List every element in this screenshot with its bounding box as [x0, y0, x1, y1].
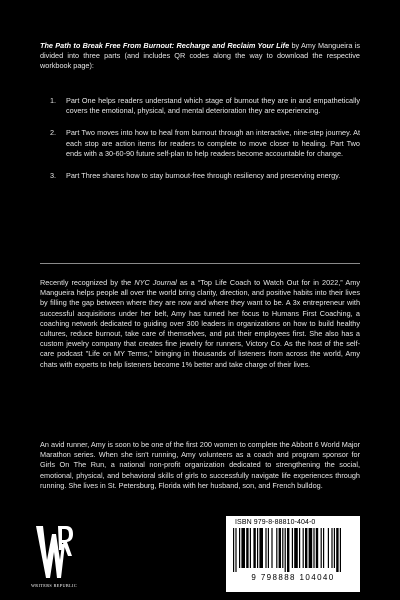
barcode-bar	[285, 528, 286, 572]
barcode-bar	[257, 528, 258, 568]
list-item-number: 1.	[50, 96, 57, 105]
magazine-name: NYC Journal	[134, 278, 177, 287]
barcode-bar	[321, 528, 322, 568]
barcode-bar	[305, 528, 307, 568]
barcode-bar	[287, 528, 289, 572]
barcode-bar	[292, 528, 293, 568]
barcode-bar	[316, 528, 318, 568]
barcode-bar	[309, 528, 313, 568]
barcode-bar	[276, 528, 277, 568]
publisher-logo	[34, 520, 74, 592]
intro-paragraph	[40, 41, 360, 72]
bio-paragraph-2: An avid runner, Amy is soon to be one of the first 200 women to complete the Abbott 6 World Major Marathon series. When she isn't running, Amy volunteers as a coach and program sponsor for Girls On The Run, a national non-profit organization dedicated to strengthening the social, emotional, physical, and behavioral skills of girls to successfully navigate life experiences through running. She lives in St. Petersburg, Florida with her husband, son, and French bulldog.	[40, 440, 360, 490]
barcode-bar	[250, 528, 251, 568]
barcode-bar	[241, 528, 245, 568]
barcode-bar	[336, 528, 338, 572]
barcode-bar	[299, 528, 300, 568]
publisher-name: WRITERS REPUBLIC	[30, 583, 78, 588]
barcode-bar	[282, 528, 283, 568]
barcode-bar	[328, 528, 329, 568]
list-item-text: Part One helps readers understand which stage of burnout they are in and empathetically covers the emotional, physical, and mental deterioration they are experiencing.	[66, 96, 360, 116]
logo-letters: WR	[34, 520, 36, 521]
barcode-bar	[253, 528, 255, 568]
list-item-text: Part Three shares how to stay burnout-free through resiliency and preserving energy.	[66, 171, 341, 181]
bio-paragraph-1	[40, 278, 360, 370]
barcode-bar	[313, 528, 314, 568]
barcode-digits: 9 798888 104040	[251, 573, 335, 582]
bio-text: as a “Top Life Coach to Watch Out for in 2022,” Amy Mangueira helps people all over the world bring clarity, direction, and positive habits into their lives by filling the gap between where they are now and where they want to be. A 3x entrepreneur with successful acquisitions under her belt, Amy has turned her focus to Humans First Coaching, a coaching network dedicated to guiding over 300 leaders in organizations on how to build healthy cultures, reduce burnout, take care of themselves, and put their employees first. She also has a custom jewelry company that creates fine jewelry for runners, Victory Co. As the host of the self-care podcast "Life on MY Terms," bringing in thousands of listeners from across the world, Amy chats with experts to help listeners become 1% better and take charge of their lives.	[40, 278, 360, 369]
intro-text: by Amy Mangueira is divided into three parts (and includes QR codes along the way to download the respective workbook page):	[40, 41, 360, 71]
barcode-bar	[334, 528, 335, 568]
isbn-barcode	[226, 516, 360, 592]
logo-r-shape	[58, 526, 73, 556]
barcode-bar	[233, 528, 234, 572]
barcode-bar	[340, 528, 341, 572]
barcode-bar	[323, 528, 324, 568]
barcode-bar	[239, 528, 240, 568]
barcode-bar	[294, 528, 298, 568]
barcode-bar	[268, 528, 269, 568]
barcode-bar	[271, 528, 272, 568]
bio-text: Recently recognized by the	[40, 278, 135, 287]
list-item-number: 2.	[50, 128, 57, 138]
barcode-bar	[279, 528, 281, 568]
barcode-bar	[246, 528, 248, 568]
list-item	[50, 96, 360, 116]
barcode-bar	[303, 528, 304, 568]
barcode-bars	[231, 528, 355, 572]
list-item	[50, 171, 360, 181]
isbn-label: ISBN 979-8-88810-404-0	[235, 519, 316, 526]
barcode-bar	[235, 528, 236, 572]
book-title: The Path to Break Free From Burnout: Recharge and Reclaim Your Life	[40, 41, 290, 50]
list-item-text: Part Two moves into how to heal from burnout through an interactive, nine-step journey. At each stop are action items for readers to complete to move closer to healing. Part Two ends with a 30-60-90 future self-plan to help readers become accountable for change.	[66, 128, 360, 158]
barcode-bar	[331, 528, 332, 568]
barcode-bar	[265, 528, 266, 568]
section-divider	[40, 263, 360, 264]
list-item	[50, 128, 360, 159]
barcode-bar	[259, 528, 263, 568]
parts-list	[50, 96, 360, 193]
list-item-number: 3.	[50, 171, 57, 181]
